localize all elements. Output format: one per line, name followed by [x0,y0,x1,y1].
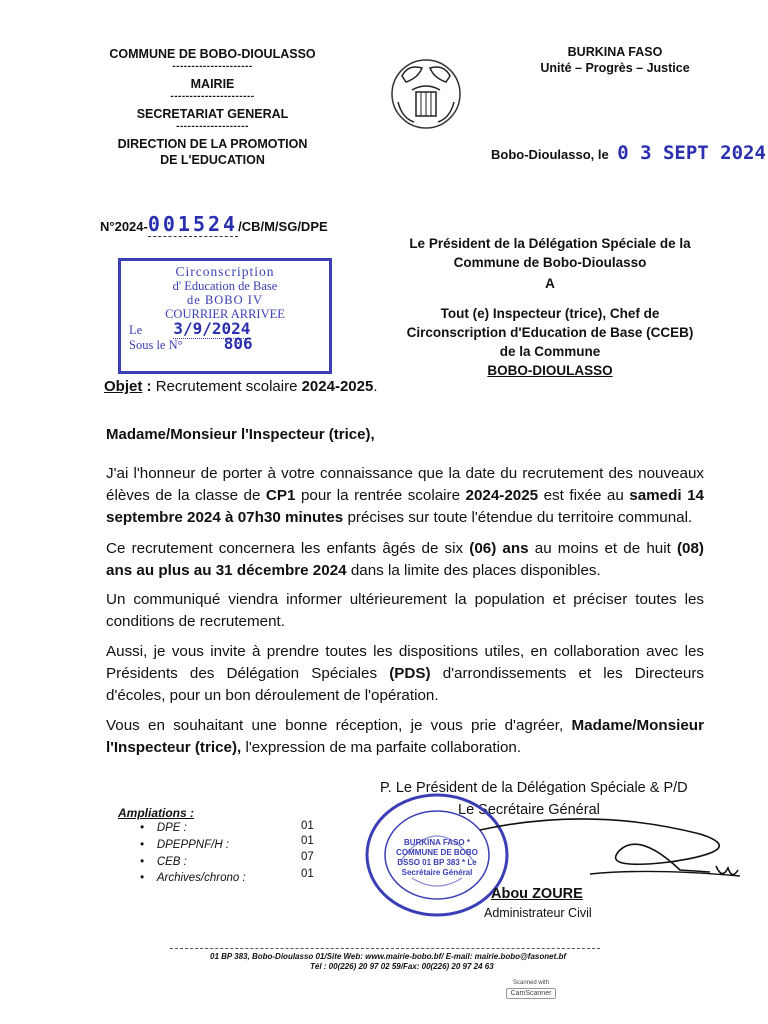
reference-handwritten-number: 001524 [147,212,239,236]
separator: ------------------- [176,121,249,132]
recipient-line: Tout (e) Inspecteur (trice), Chef de [440,306,660,321]
text-run-bold: samedi 14 septembre 2024 à 07h30 minutes [106,487,704,526]
text-run: dans la limite des places disponibles. [346,562,601,579]
sender-line: Commune de Bobo-Dioulasso [453,255,647,270]
scanner-badge-line-1: Scanned with [512,980,550,986]
stamp-number-label: Sous le N° [129,338,183,352]
footer-phone: Tél : 00(226) 20 97 02 59/Fax: 00(226) 20 97 24 63 [310,962,494,971]
text-run: précises sur toute l'étendue du territoire communal. [343,509,693,526]
stamp-line: COURRIER ARRIVEE [165,307,285,321]
text-run: d'arrondissements et les Directeurs d'écoles, pour un bon déroulement de l'opération. [106,665,704,704]
sender-block [385,234,715,293]
mairie-label: MAIRIE [190,77,235,91]
text-run: l'expression de ma parfaite collaboration. [241,739,522,756]
stamp-line: d' Education de Base [172,279,278,293]
reference-number [100,212,328,236]
footer-address: 01 BP 383, Bobo-Dioulasso 01/Site Web: www.mairie-bobo.bf/ E-mail: mairie.bobo@fasonet.bf [210,952,567,961]
coat-of-arms-icon [388,56,464,132]
recipient-line: Circonscription d'Education de Base (CCEB) [406,325,694,340]
text-run-bold: (08) ans au plus au 31 décembre 2024 [106,540,704,579]
object-colon: : [142,378,156,395]
official-seal-text: BURKINA FASO * COMMUNE DE BOBO DSSO 01 BP 383 * Le Secrétaire Général [396,838,478,877]
list-item: • DPEPPNF/H : [140,839,230,851]
ampliation-count: 01 [301,835,314,847]
text-run-bold: Madame/Monsieur l'Inspecteur (trice), [106,717,704,756]
salutation: Madame/Monsieur l'Inspecteur (trice), [106,426,375,443]
paragraph-4 [106,641,704,707]
sender-line: Le Président de la Délégation Spéciale de la [409,236,691,251]
received-stamp [118,258,332,374]
ampliation-count: 01 [301,820,314,832]
paragraph-3: Un communiqué viendra informer ultérieurement la population et préciser toutes les conditions de recrutement. [106,591,704,630]
to-word: A [545,276,555,291]
text-run: au moins et de huit [528,540,677,557]
signatory-title: Administrateur Civil [484,906,592,920]
text-run-bold: (PDS) [389,665,431,682]
direction-label: DIRECTION DE LA PROMOTION [117,137,308,151]
separator: ---------------------- [170,91,255,102]
text-run: J'ai l'honneur de porter à votre connaissance que la date du recrutement des nouveaux élèves de la classe de [106,465,704,504]
recipient-city: BOBO-DIOULASSO [487,363,613,378]
list-item: • Archives/chrono : [140,872,246,884]
stamp-date-label: Le [129,323,143,337]
object-end: . [373,378,378,395]
secretariat-label: SECRETARIAT GENERAL [136,107,289,121]
signature-line-1: P. Le Président de la Délégation Spéciale & P/D [380,780,688,796]
header-left [90,46,335,168]
text-run-bold: (06) ans [469,540,529,557]
ampliation-count: 07 [301,851,314,863]
text-run: pour la rentrée scolaire [295,487,466,504]
ampliation-count: 01 [301,868,314,880]
reference-suffix: /CB/M/SG/DPE [238,219,328,234]
text-run-bold: 2024-2025 [465,487,539,504]
ampliation-label: DPE : [156,822,187,834]
country-name: BURKINA FASO [567,45,663,59]
commune-name: COMMUNE DE BOBO-DIOULASSO [109,47,316,61]
object-year: 2024-2025 [301,378,374,395]
country-motto: Unité – Progrès – Justice [540,61,690,75]
reference-prefix: N°2024- [100,219,148,234]
recipient-line: de la Commune [499,344,601,359]
direction-label-2: DE L'EDUCATION [160,153,265,167]
ampliations-title: Ampliations : [118,806,195,820]
scanner-badge [506,980,556,1010]
stamp-line: Circonscription [175,264,275,279]
stamp-date-value: 3/9/2024 [173,319,251,338]
list-item: • DPE : [140,822,187,834]
text-run: Ce recrutement concernera les enfants âgés de six [106,540,470,557]
stamp-line: de BOBO IV [187,293,263,307]
date-handwritten: 0 3 SEPT 2024 [617,142,766,164]
separator: --------------------- [172,61,253,72]
signatory-name: Abou ZOURE [491,886,583,902]
object-line [104,378,378,395]
footer-divider [170,948,600,949]
object-label: Objet [104,378,143,395]
text-run: Vous en souhaitant une bonne réception, je vous prie d'agréer, [106,717,572,734]
object-text: Recrutement scolaire [155,378,302,395]
ampliation-label: DPEPPNF/H : [156,839,230,851]
text-run: Aussi, je vous invite à prendre toutes les dispositions utiles, en collaboration avec les Présidents des Délégation Spéciales [106,643,704,682]
handwritten-signature-icon [470,810,760,890]
date-line [491,142,766,164]
scanner-badge-line-2: CamScanner [506,988,556,999]
paragraph-1 [106,463,704,529]
date-prefix: Bobo-Dioulasso, le [491,147,609,162]
recipient-block [385,304,715,380]
ampliation-label: Archives/chrono : [156,872,246,884]
paragraph-2 [106,538,704,582]
text-run: est fixée au [538,487,630,504]
ampliation-label: CEB : [156,856,187,868]
signature-line-2: Le Secrétaire Général [458,802,600,818]
header-right [520,44,710,76]
text-run-bold: CP1 [265,487,296,504]
stamp-number-value: 806 [223,334,253,353]
list-item: • CEB : [140,856,187,868]
paragraph-5 [106,715,704,759]
